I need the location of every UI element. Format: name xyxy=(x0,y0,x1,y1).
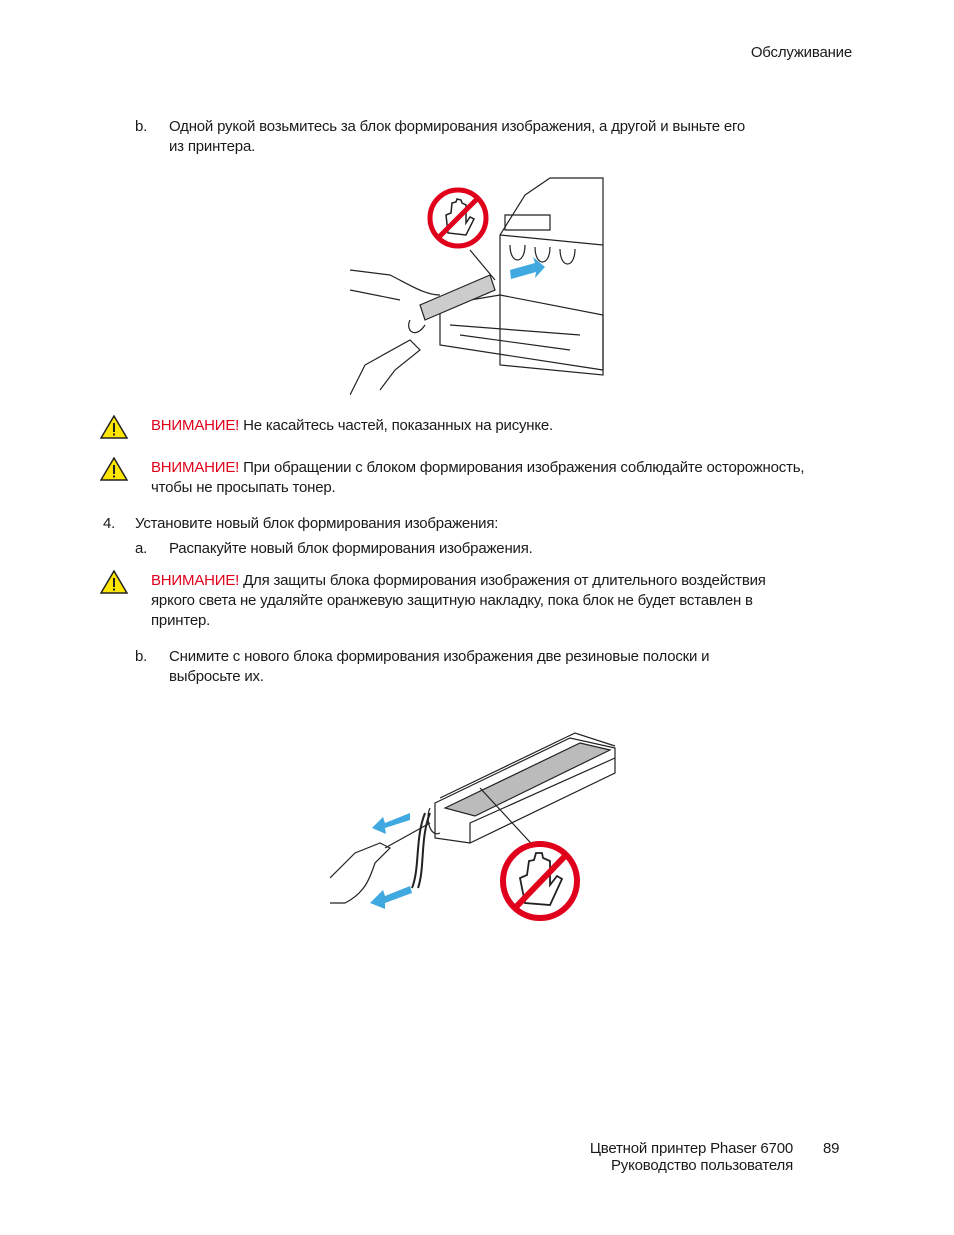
step-marker: b. xyxy=(135,648,148,665)
remove-imaging-unit-illustration xyxy=(350,175,604,400)
step-text: Распакуйте новый блок формирования изображения. xyxy=(169,540,533,557)
warning-line: принтер. xyxy=(151,612,211,629)
step-marker: b. xyxy=(135,118,148,135)
step-text-line: Одной рукой возьмитесь за блок формирования изображения, а другой и выньте его xyxy=(169,118,746,135)
warning-line: При обращении с блоком формирования изображения соблюдайте осторожность, xyxy=(243,459,805,476)
remove-strips-illustration xyxy=(330,728,620,923)
caution-triangle-icon xyxy=(100,415,128,439)
warning-label: ВНИМАНИЕ! xyxy=(151,417,240,434)
warning-text xyxy=(151,571,766,631)
step-marker: 4. xyxy=(103,515,116,532)
step-text: Установите новый блок формирования изображения: xyxy=(135,515,499,532)
step-marker: a. xyxy=(135,540,148,557)
caution-triangle-icon xyxy=(100,570,128,594)
footer-product: Цветной принтер Phaser 6700 xyxy=(589,1140,793,1157)
step-text xyxy=(169,647,709,687)
step-text xyxy=(169,117,745,157)
step-text-line: из принтера. xyxy=(169,138,256,155)
warning-text xyxy=(151,458,804,498)
running-header: Обслуживание xyxy=(750,44,852,61)
footer-guide: Руководство пользователя xyxy=(610,1157,793,1174)
warning-line: Не касайтесь частей, показанных на рисунке. xyxy=(243,417,554,434)
warning-text xyxy=(151,416,553,436)
step-text-line: Снимите с нового блока формирования изображения две резиновые полоски и xyxy=(169,648,710,665)
warning-label: ВНИМАНИЕ! xyxy=(151,572,240,589)
step-text-line: выбросьте их. xyxy=(169,668,264,685)
do-not-touch-icon xyxy=(430,190,486,246)
warning-label: ВНИМАНИЕ! xyxy=(151,459,240,476)
warning-line: чтобы не просыпать тонер. xyxy=(151,479,336,496)
page-number: 89 xyxy=(823,1140,840,1157)
page-footer xyxy=(590,1140,793,1174)
caution-triangle-icon xyxy=(100,457,128,481)
warning-line: яркого света не удаляйте оранжевую защитную накладку, пока блок не будет вставлен в xyxy=(151,592,753,609)
warning-line: Для защиты блока формирования изображения от длительного воздействия xyxy=(243,572,766,589)
do-not-touch-icon xyxy=(503,844,577,918)
